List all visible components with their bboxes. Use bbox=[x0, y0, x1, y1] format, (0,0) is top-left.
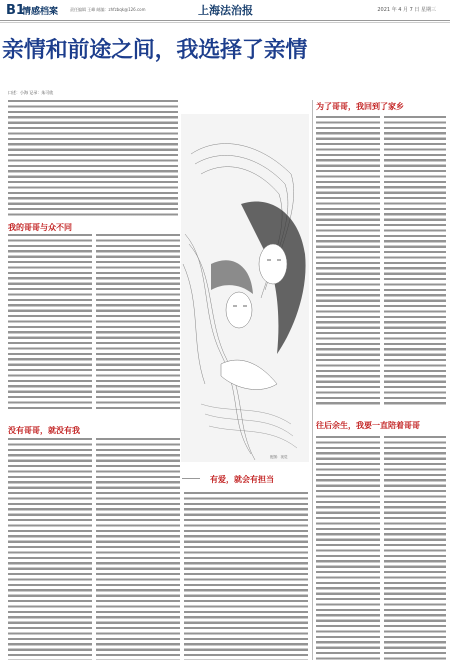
text-column-1a bbox=[8, 234, 92, 410]
article-title: 亲情和前途之间，我选择了亲情 bbox=[2, 38, 308, 63]
subhead-no-brother-no-me: 没有哥哥，就没有我 bbox=[8, 426, 80, 435]
text-column-2b bbox=[96, 438, 180, 660]
subhead-love-responsibility: 有爱，就会有担当 bbox=[210, 475, 274, 484]
text-column-2a bbox=[96, 234, 180, 410]
issue-date: 2021 年 4 月 7 日 星期三 bbox=[377, 7, 436, 13]
text-column-4a bbox=[316, 116, 380, 406]
page-badge: B1 bbox=[6, 3, 25, 18]
subhead-accompany-brother: 往后余生，我要一直陪着哥哥 bbox=[316, 421, 420, 430]
header-divider bbox=[0, 22, 450, 23]
illustration-caption: 配图：视觉 bbox=[270, 455, 288, 459]
text-column-1b bbox=[8, 438, 92, 660]
section-title: 情感档案 bbox=[22, 7, 59, 17]
article-credits: 口述：小海 记录：朱可欣 bbox=[8, 90, 54, 95]
article-illustration bbox=[181, 114, 309, 462]
column-divider bbox=[312, 100, 313, 660]
editor-line: 责任编辑 王峰 邮编：zhfzbqk@126.com bbox=[70, 7, 146, 12]
text-column-5b bbox=[384, 436, 446, 660]
page-header bbox=[0, 0, 450, 21]
newspaper-masthead: 上海法治报 bbox=[198, 4, 253, 17]
boxed-text-block bbox=[184, 492, 308, 660]
lead-paragraph bbox=[8, 100, 178, 218]
couple-sketch-illustration bbox=[181, 114, 309, 462]
subhead-3-rule-left bbox=[182, 478, 200, 479]
text-column-5a bbox=[384, 116, 446, 406]
subhead-brother-different: 我的哥哥与众不同 bbox=[8, 223, 72, 232]
subhead-return-hometown: 为了哥哥，我回到了家乡 bbox=[316, 102, 404, 111]
text-column-4b bbox=[316, 436, 380, 660]
